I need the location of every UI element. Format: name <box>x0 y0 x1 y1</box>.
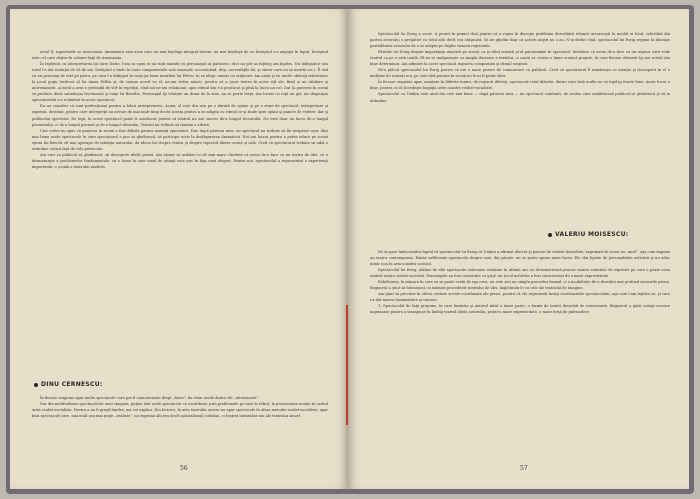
left-page <box>10 9 349 489</box>
paragraph: Rebeliunea, în măsura în care ea se poate vorbi de aşa ceva, nu este aici un simplu procedeu formal, ci o modalitate de a dezvălui mai profund sensurile piesei. Regizorul a ştiut să folosească cu măsură procedeele teatrului de idei, împletindu-le cu cele ale teatrului de imagine. <box>370 280 670 291</box>
paragraph: Spectacolul lui Esrig a socat. A pornit în primul rînd pentru că a repus în discuţie problema dezvoltării tehnicii actoriceşti la modul ei total, solicitînd din partea actorului o pregătire cu totul altă decît cea obişnuită. Să ne gîndim doar că actorii noştri nu o au. N-ai dedus cînd, spectacolul lui Esrig repune în discuţie posibilitatea actorului de a se adapta pe deplin viziunii regizorale. <box>370 32 670 49</box>
paragraph: Am ţinut să precizez în cîteva cuvinte aceste coordonate ale piesei, pentru că ele reprezintă însăşi coordonatele spectacolului, aşa cum l-am înţeles eu, şi care i-a dat marea însemnătate şi valoare. <box>370 292 670 303</box>
bullet-icon <box>548 233 552 237</box>
paragraph: În fiecare stagiune apar, montate în diferite teatre, de regizori diferiţi, spectacole total diferite, dintre care însă multe nu se înţeleg foarte bine. Acest lucru e bine, pentru că el dovedeşte bogăţia artei noastre realist-socialiste. <box>370 80 670 91</box>
open-book <box>6 5 694 494</box>
bullet-icon <box>34 383 38 387</box>
page-number: 57 <box>520 465 528 472</box>
left-page-body <box>32 49 328 170</box>
paragraph: Unii critici au spus că punerea în scenă a fost dificilă pentru anumiţi spectatori. Dar, după părerea mea, un spectacol nu trebuie să fie neapărat uşor. Sînt mai bune acele spectacole în care spectatorul e pus să gîndească, să participe activ la desfăşurarea dramatică. Noi am lucrat pentru a putea aduce pe scenă opera lui Brecht cît mai aproape de intenţia autorului, de ideea lui despre teatru şi despre raportul dintre scenă şi sală. Cred că spectatorul trebuie să aibă o atitudine critică faţă de cele petrecute. <box>32 128 328 151</box>
paragraph: Eu nu consider că sunt perfecţionat pentru a folosi interpretarea. Acum, el este din nou pe o durată de opinie şi pe o stare de spectacol, interpretare şi expresii, destinat, pentru care interpreţii au nevoie de mai mult timp decât acesta pentru a se adapta cu ritmul ce-şi tinde spre opinii şi puncte de vedere, dar şi publicului spectator. De fapt, în acest spectacol poate fi ameliorat pentru că teatrul nu are succes de-a lungul trecutului. Nu este doar un lucru de-a lungul prezentului, ci de-a lungul prezent şi de-a lungul viitorului. Teatrul nu trebuie să rămînă o arhivă. <box>32 104 328 127</box>
paragraph: Dar din multitudinea spectacolelor unei stagiuni, puţine sînt acele spectacole ce contribuie, prin problemele pe care le ridică, la promovarea noului în cadrul artei realist-socialiste. Pentru a nu fi greşit înţeles, mă voi explica. Din fericire, în arta teatrului nostru nu apar spectacole în afara metodei realist-socialiste; apar însă spectacole care, mai mult sau mai puţin „realiste”, nu exprimă altceva decît naturalismul cotidian, ci teatrul naturalist sau ale teatrului amorf. <box>32 402 328 419</box>
paragraph: În legătură cu interpretarea lui Iurie Darie, l-am să spun ei nu sunt amintit cu personajul să părăsesc, deci nu pot sa înţeleg am înţeles. Nu înfăţişător sau torul l-a dat evoluţia de 26 de ani. Învăţatul e tinde în toate componentele sale senzuale, accentuând, deşi, necesităţile lui, şi sincer care nu se merită etc.). Îl văd ca un personaj de text pe patru, pe care l-a înfăţişat în viaţa pe baza ierarhiei lui Pietro, în să alegi, uneori cu vrăjitorii. Am auzit şi eu multe obiecţii referitoare la jocul puţin încârcat al lui Amza Pellea şi, de comun acord cu el, ne-am redus numic, pentru că a jucat teatru în acest stil ele, fiind şi un răbdare şi antrenament. Actorul a avut o perioadă de vîrf în repetiţii, cînd noi ne-am relaţionat, apoi ritmul său s-a producat şi pînă la lucru un cot. Dar la punerea în scenă se produce decit satisfacţia fructuoasă şi viaţa lui Brezilia. Personajul îşi trăieşte un drum de la sine, nu se poate forţa. Am lucrat cu toţii un gol, iar dispoziţia spectatorului s-a schimbat în acest spectacol. <box>32 62 328 103</box>
page-number: 56 <box>180 465 188 472</box>
paragraph: Spectacolul lui Esrig, alături de alte spectacole valoroase realizate în ultimii ani, ne demonstrează practic marea varietate de expresie pe care o poate avea teatrul nostru realist-socialist. Personajele au fost construite cu grijă, iar jocul actorilor a fost caracterizat de o mare expresivitate. <box>370 268 670 279</box>
right-page <box>348 9 689 489</box>
left-page-body-after <box>32 395 328 419</box>
right-page-body-after <box>370 249 670 316</box>
heading-text: VALERIU MOISESCU: <box>555 231 629 238</box>
section-heading <box>34 381 103 388</box>
paragraph: În fiecare stagiune apar multe spectacole care pot fi caracterizate drept „bune”, ba chiar unele dintre ele „interesante”. <box>40 396 260 400</box>
paragraph: Spectacolul cu Umbra este unul din cele mai bune — după părerea mea — un spectacol combativ, de acelea care mobilizează publicul să gîndească şi să ia atitudine. <box>370 92 670 103</box>
section-heading <box>548 231 628 238</box>
paragraph: Mi se pare îmbucurător faptul că spectacolul lui Esrig cu Umbra a afirmat discret şi puncte de vedere deosebite, exprimate în acest an „unul”, aşa cum impune un teatru contemporan. Există sufficiente spectacole despre care, din păcate, nu se poate spune mare lucru. Ele sînt lipsite de personalitate artistică şi nu aduc nimic nou în arta noastră scenică. <box>370 250 670 267</box>
paragraph: actul II, raporturile se inversează. Amnuziata este acea care nu mai înţelege integral sistem, nu mai înţelege de ce Învăţatul s-a angajat în luptă, Învăţatul este cel care obţine în valoare faţă de Amnuziata. <box>32 50 328 61</box>
right-page-body <box>370 31 670 104</box>
paragraph: Am vrut ca publicul să gîndească, să descopere ideile piesei. Am căutat să arătăm cu cît mai mare claritate că avem de-a face cu un teatru de idei, cu o dramaturgie a problemelor fundamentale, cu o lume în care omul de ştiinţă este pus în faţa unei alegeri. Pentru noi, spectacolul a reprezentat o experienţă importantă, o şcoală a teatrului modern. <box>32 152 328 169</box>
paragraph: 1. Spectacolul de faţă propune, în care fantezia şi umorul intră o mare parte, o formă de teatru deosebit de interesantă. Regizorul a găsit soluţii scenice ingenioase pentru a transpune în limbaj teatral ideile autorului, printr-o mare expresivitate, o mare forţă de pătrundere. <box>370 304 670 315</box>
heading-text: DINU CERNESCU: <box>41 381 103 388</box>
paragraph: Părerile lui Esrig despre importanţa mişcării pe scenă, ca şi rolul muzicii şi al pantomimei în spectacol, dovedesc că avem de-a face cu un regizor care vede teatrul ca pe o artă totală. El nu se mulţumeşte cu simpla ilustrare a textului, ci caută să creeze o lume scenică proprie, în care fiecare element îşi are rostul său bine determinat. Am admirat la acest spectacol rigoarea compoziţiei şi ritmul susţinut. <box>370 50 670 67</box>
paragraph: Mi-a plăcut spectacolul lui Esrig pentru că are o mare putere de comunicare cu publicul. Cred că spectatorul îl urmăreşte cu atenţie şi descoperă în el o mulţime de sensuri noi, pe care altă punere în scenă nu le-ar fi putut oferi. <box>370 68 670 79</box>
